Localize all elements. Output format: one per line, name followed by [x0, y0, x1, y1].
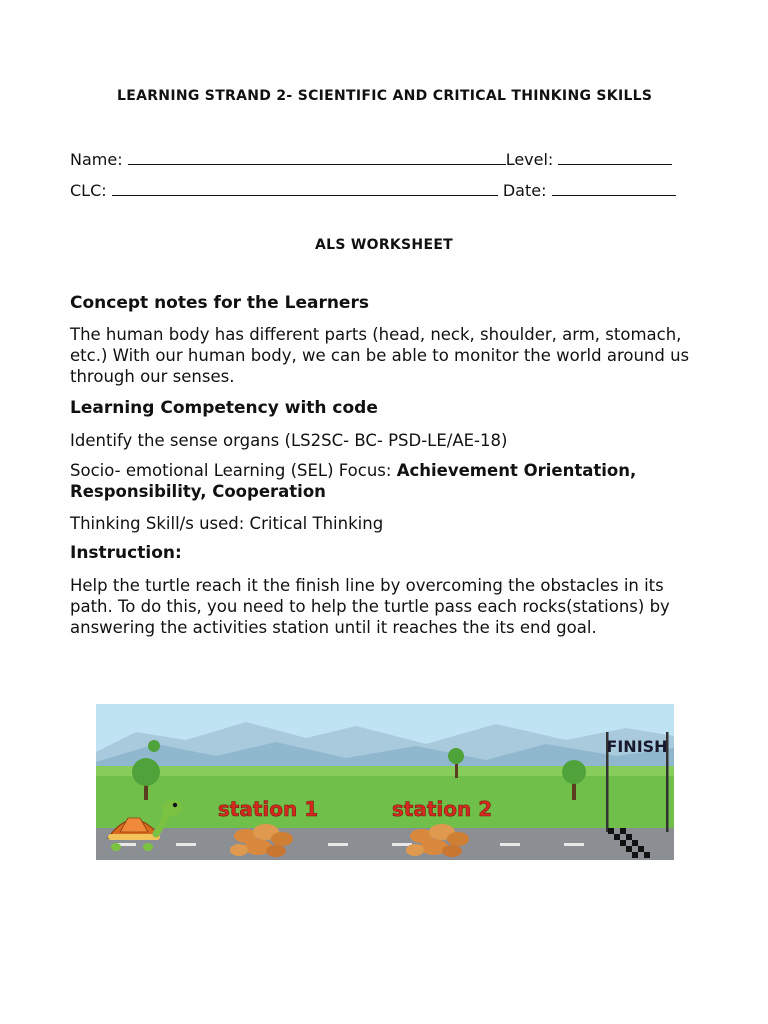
date-field-line[interactable]	[552, 178, 676, 196]
concept-body: The human body has different parts (head, neck, shoulder, arm, stomach, etc.) With our human body, we can be able to monitor the world around us through our senses.	[70, 325, 690, 386]
worksheet-title: ALS WORKSHEET	[314, 237, 454, 253]
station-2-label: station 2	[391, 797, 493, 821]
station-1-label: station 1	[217, 797, 319, 821]
bush-left	[148, 740, 160, 752]
competency-body: Identify the sense organs (LS2SC- BC- PSD-LE/AE-18)	[70, 431, 508, 450]
level-label: Level:	[505, 150, 554, 169]
strand-title: LEARNING STRAND 2- SCIENTIFIC AND CRITICAL THINKING SKILLS	[117, 88, 653, 104]
thinking-skill: Thinking Skill/s used: Critical Thinking	[70, 514, 384, 533]
clc-label: CLC:	[70, 181, 107, 200]
instruction-body: Help the turtle reach it the finish line by overcoming the obstacles in its path. To do this, you need to help the turtle pass each rocks(stations) by answering the activities station until it reaches the its end goal.	[70, 576, 670, 637]
name-level-row	[70, 147, 672, 169]
instruction-heading: Instruction:	[70, 543, 182, 563]
finish-label: FINISH	[606, 737, 668, 756]
clc-date-row	[70, 178, 676, 200]
name-field-line[interactable]	[128, 147, 506, 165]
date-label: Date:	[502, 181, 547, 200]
name-label: Name:	[70, 150, 123, 169]
competency-heading: Learning Competency with code	[70, 398, 378, 418]
level-field-line[interactable]	[558, 147, 672, 165]
clc-field-line[interactable]	[112, 178, 498, 196]
concept-heading: Concept notes for the Learners	[70, 293, 369, 313]
turtle-race-illustration	[96, 704, 674, 860]
sel-label: Socio- emotional Learning (SEL) Focus:	[70, 461, 397, 480]
sel-focus: Achievement Orientation, Responsibility, Cooperation	[70, 461, 637, 501]
sel-paragraph	[70, 460, 710, 502]
